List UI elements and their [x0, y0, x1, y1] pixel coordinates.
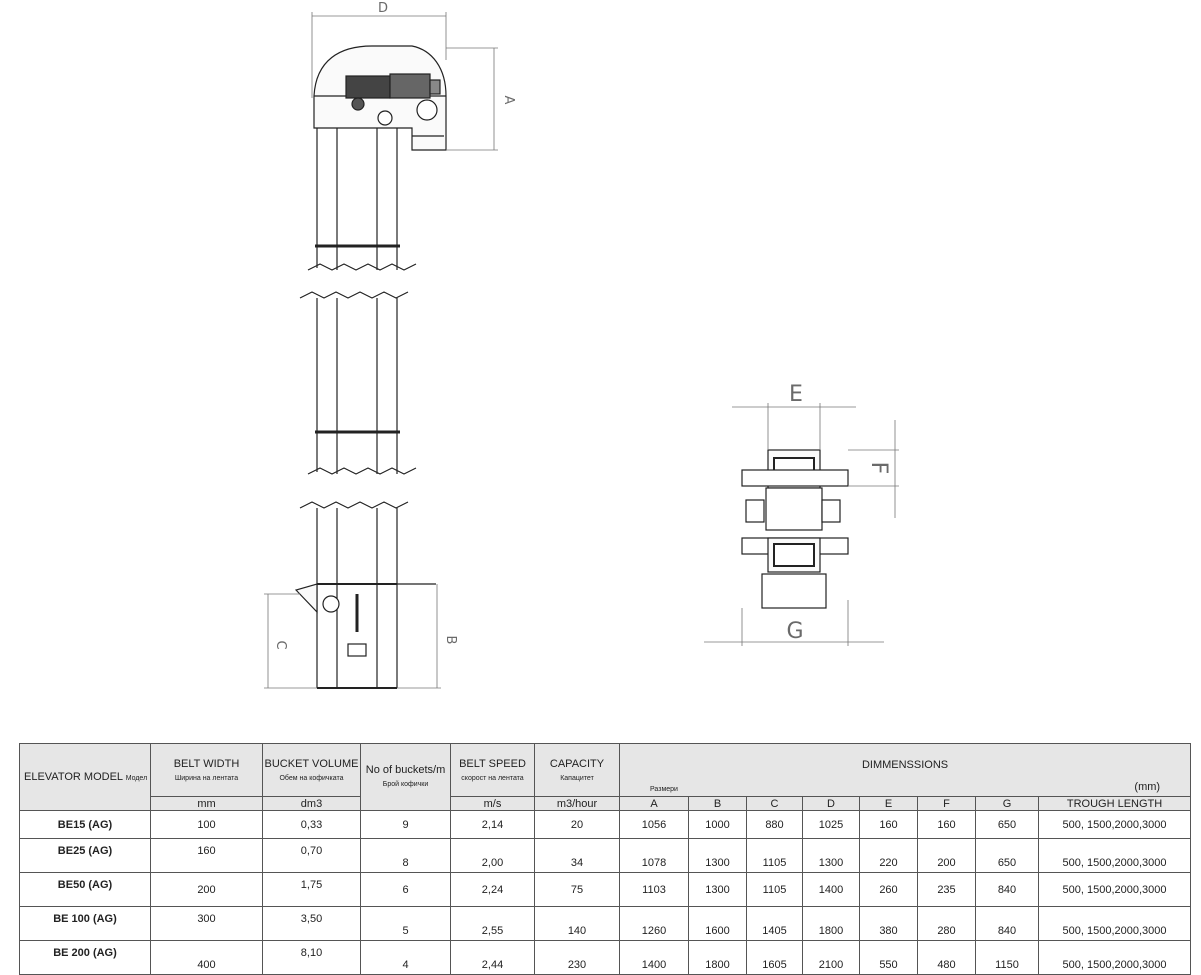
header-bucket-volume-sub: Обем на кофичката	[279, 774, 344, 782]
cell-d: 1400	[803, 873, 860, 907]
table-row	[20, 873, 1191, 907]
cell-trough: 500, 1500,2000,3000	[1039, 811, 1191, 839]
cell-trough: 500, 1500,2000,3000	[1039, 907, 1191, 941]
cell-b: 1800	[689, 941, 747, 975]
header-dimensions-sub: Размери	[650, 786, 678, 793]
unit-b: B	[689, 797, 747, 811]
header-buckets-sub: Брой кофички	[382, 781, 429, 788]
cell-a: 1056	[620, 811, 689, 839]
cell-d: 1800	[803, 907, 860, 941]
cell-g: 840	[976, 907, 1039, 941]
header-belt-width-sub: Ширина на лентата	[174, 774, 239, 782]
dim-label-c: C	[273, 640, 288, 650]
unit-g: G	[976, 797, 1039, 811]
cell-belt-speed: 2,55	[451, 907, 535, 941]
cell-c: 1105	[747, 873, 803, 907]
cell-buckets: 8	[361, 839, 451, 873]
header-model	[20, 744, 151, 811]
cell-capacity: 75	[535, 873, 620, 907]
unit-capacity: m3/hour	[535, 797, 620, 811]
cell-buckets: 9	[361, 811, 451, 839]
dim-label-a: A	[501, 95, 516, 105]
cell-a: 1103	[620, 873, 689, 907]
cell-trough: 500, 1500,2000,3000	[1039, 873, 1191, 907]
header-buckets-label: No of buckets/m	[365, 764, 446, 776]
header-model-sub: Модел	[125, 775, 148, 782]
unit-bucket-volume: dm3	[263, 797, 361, 811]
cell-bucket-volume: 0,70	[263, 839, 361, 873]
plan-view	[742, 450, 848, 608]
cell-e: 380	[860, 907, 918, 941]
cell-belt-speed: 2,14	[451, 811, 535, 839]
cell-model: BE25 (AG)	[20, 839, 151, 873]
cell-b: 1000	[689, 811, 747, 839]
cell-trough: 500, 1500,2000,3000	[1039, 941, 1191, 975]
unit-a: A	[620, 797, 689, 811]
cell-f: 160	[918, 811, 976, 839]
cell-f: 200	[918, 839, 976, 873]
cell-capacity: 230	[535, 941, 620, 975]
cell-belt-speed: 2,44	[451, 941, 535, 975]
cell-g: 1150	[976, 941, 1039, 975]
cell-b: 1300	[689, 839, 747, 873]
cell-g: 650	[976, 811, 1039, 839]
cell-b: 1300	[689, 873, 747, 907]
cell-c: 1405	[747, 907, 803, 941]
dim-label-d: D	[377, 1, 389, 16]
cell-f: 280	[918, 907, 976, 941]
unit-c: C	[747, 797, 803, 811]
cell-e: 550	[860, 941, 918, 975]
cell-trough: 500, 1500,2000,3000	[1039, 839, 1191, 873]
header-dimensions-unit: (mm)	[1134, 781, 1161, 793]
header-row	[20, 744, 1191, 797]
unit-belt-width: mm	[151, 797, 263, 811]
unit-e: E	[860, 797, 918, 811]
cell-capacity: 34	[535, 839, 620, 873]
cell-d: 1025	[803, 811, 860, 839]
table-row	[20, 839, 1191, 873]
cell-e: 220	[860, 839, 918, 873]
cell-c: 1605	[747, 941, 803, 975]
cell-f: 235	[918, 873, 976, 907]
cell-g: 840	[976, 873, 1039, 907]
cell-d: 2100	[803, 941, 860, 975]
cell-model: BE50 (AG)	[20, 873, 151, 907]
cell-buckets: 6	[361, 873, 451, 907]
unit-f: F	[918, 797, 976, 811]
cell-d: 1300	[803, 839, 860, 873]
header-belt-width-label: BELT WIDTH	[173, 757, 240, 770]
cell-belt-speed: 2,24	[451, 873, 535, 907]
cell-a: 1078	[620, 839, 689, 873]
header-belt-width	[151, 744, 263, 797]
cell-g: 650	[976, 839, 1039, 873]
dim-label-b: B	[443, 635, 458, 645]
unit-row	[20, 797, 1191, 811]
cell-f: 480	[918, 941, 976, 975]
header-dimensions	[620, 744, 1191, 797]
cell-belt-speed: 2,00	[451, 839, 535, 873]
header-buckets	[361, 744, 451, 811]
cell-bucket-volume: 3,50	[263, 907, 361, 941]
cell-a: 1260	[620, 907, 689, 941]
header-bucket-volume	[263, 744, 361, 797]
header-belt-speed-sub: скорост на лентата	[461, 774, 524, 782]
cell-buckets: 5	[361, 907, 451, 941]
cell-b: 1600	[689, 907, 747, 941]
header-dimensions-label: DIMMENSSIONS	[861, 758, 949, 771]
cell-belt-width: 200	[151, 873, 263, 907]
cell-capacity: 20	[535, 811, 620, 839]
header-belt-speed	[451, 744, 535, 797]
cell-buckets: 4	[361, 941, 451, 975]
cell-belt-width: 160	[151, 839, 263, 873]
front-view	[296, 46, 446, 688]
dim-label-g: G	[786, 619, 804, 644]
header-capacity-label: CAPACITY	[549, 757, 605, 770]
cell-model: BE 200 (AG)	[20, 941, 151, 975]
header-capacity	[535, 744, 620, 797]
cell-belt-width: 300	[151, 907, 263, 941]
cell-bucket-volume: 8,10	[263, 941, 361, 975]
header-model-label: ELEVATOR MODEL	[24, 771, 123, 783]
dim-label-f: F	[866, 461, 891, 475]
cell-a: 1400	[620, 941, 689, 975]
table-row	[20, 941, 1191, 975]
header-bucket-volume-label: BUCKET VOLUME	[264, 757, 359, 770]
cell-belt-width: 400	[151, 941, 263, 975]
header-capacity-sub: Капацитет	[560, 774, 594, 782]
unit-belt-speed: m/s	[451, 797, 535, 811]
cell-model: BE15 (AG)	[20, 811, 151, 839]
cell-e: 260	[860, 873, 918, 907]
cell-bucket-volume: 1,75	[263, 873, 361, 907]
cell-bucket-volume: 0,33	[263, 811, 361, 839]
cell-c: 1105	[747, 839, 803, 873]
cell-capacity: 140	[535, 907, 620, 941]
header-belt-speed-label: BELT SPEED	[459, 757, 526, 770]
table-row	[20, 811, 1191, 839]
unit-trough: TROUGH LENGTH	[1039, 797, 1191, 811]
cell-model: BE 100 (AG)	[20, 907, 151, 941]
cell-c: 880	[747, 811, 803, 839]
table-row	[20, 907, 1191, 941]
unit-d: D	[803, 797, 860, 811]
cell-belt-width: 100	[151, 811, 263, 839]
spec-table	[19, 743, 1191, 975]
dim-label-e: E	[789, 382, 803, 407]
cell-e: 160	[860, 811, 918, 839]
